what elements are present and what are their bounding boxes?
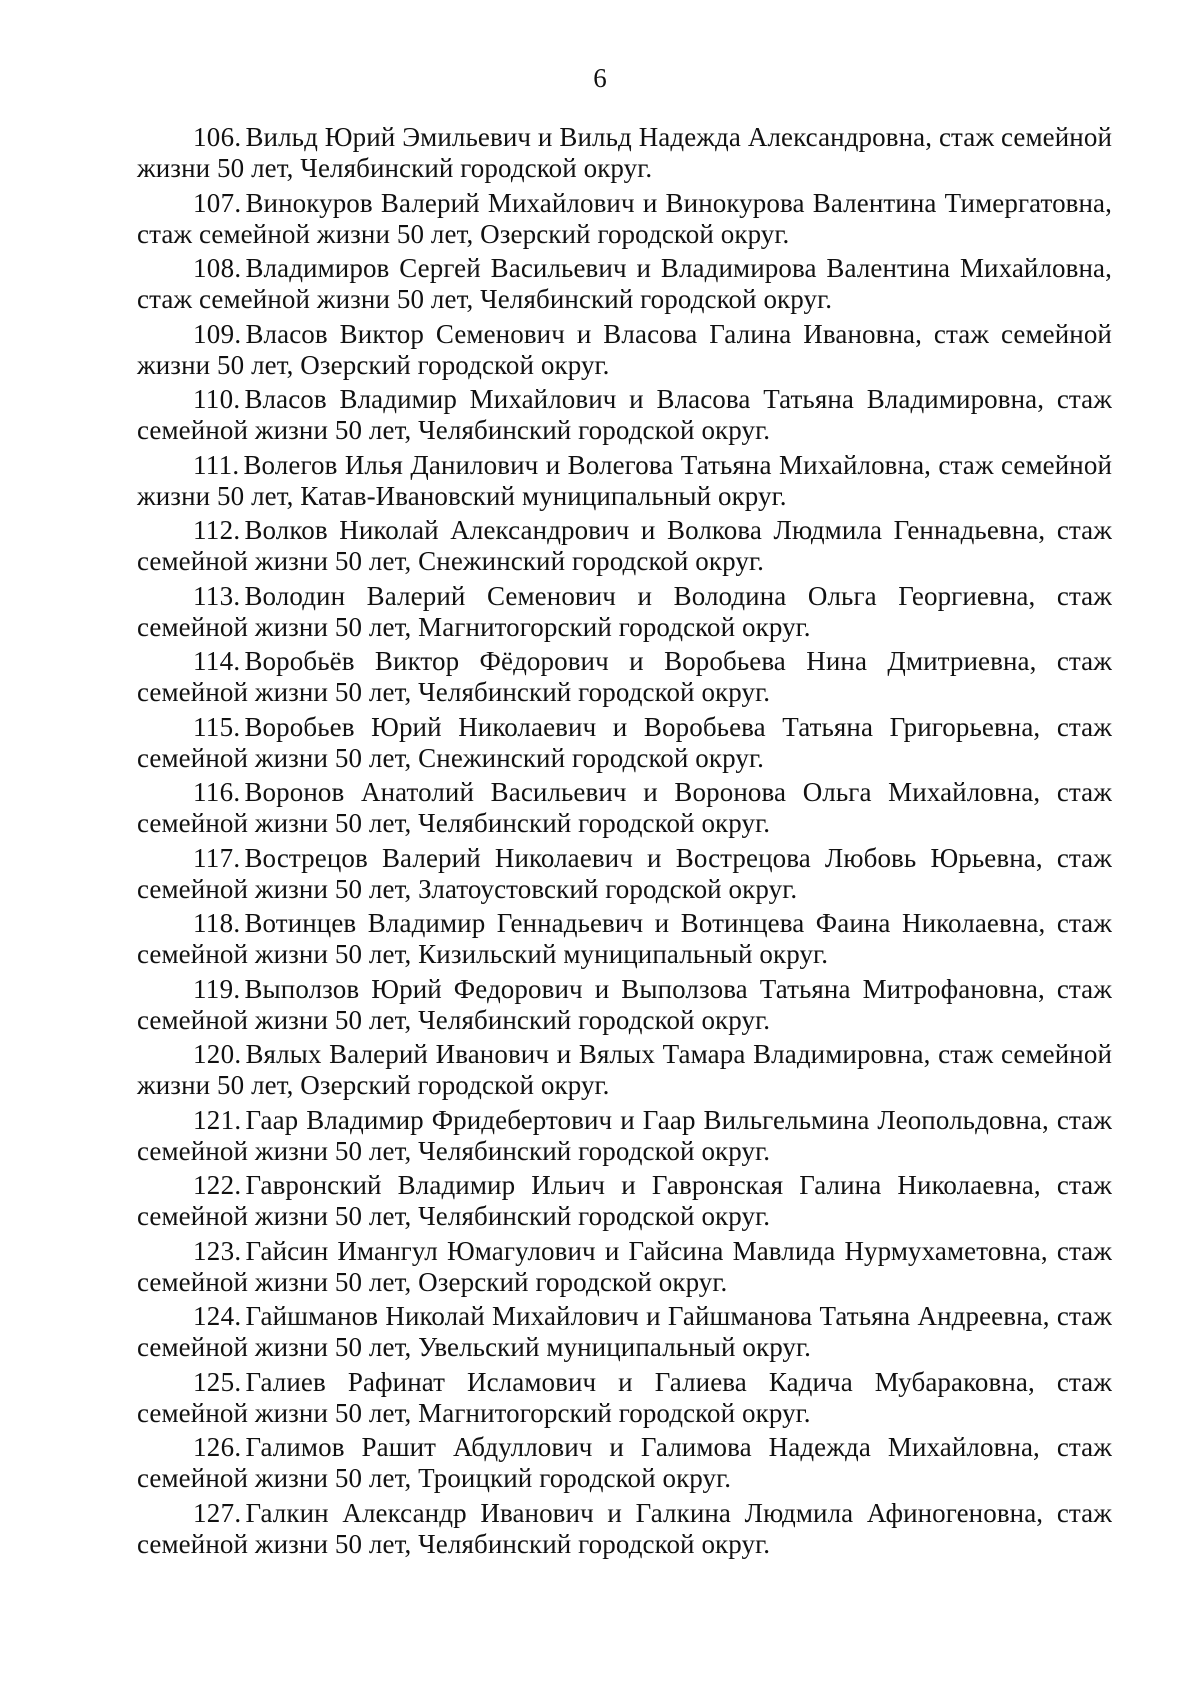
list-item	[137, 122, 1112, 184]
item-number: 114.	[193, 646, 241, 676]
item-text: Владимиров Сергей Васильевич и Владимирова Валентина Михайловна, стаж семейной жизни 50 лет, Челябинский городской округ.	[137, 253, 1112, 314]
item-number: 109.	[193, 318, 242, 349]
award-list	[137, 122, 1112, 1563]
list-item	[137, 1236, 1112, 1298]
list-item	[137, 450, 1112, 512]
item-text: Волков Николай Александрович и Волкова Людмила Геннадьевна, стаж семейной жизни 50 лет, Снежинский городской округ.	[137, 515, 1112, 576]
item-text: Вильд Юрий Эмильевич и Вильд Надежда Александровна, стаж семейной жизни 50 лет, Челябинский городской округ.	[137, 122, 1112, 183]
item-text: Галкин Александр Иванович и Галкина Людмила Афиногеновна, стаж семейной жизни 50 лет, Челябинский городской округ.	[137, 1497, 1112, 1559]
item-text: Гайшманов Николай Михайлович и Гайшманова Татьяна Андреевна, стаж семейной жизни 50 лет, Увельский муниципальный округ.	[137, 1301, 1112, 1362]
item-number: 112.	[193, 515, 241, 545]
item-text: Власов Виктор Семенович и Власова Галина Ивановна, стаж семейной жизни 50 лет, Озерский городской округ.	[137, 318, 1112, 380]
list-item	[137, 319, 1112, 381]
list-item	[137, 777, 1112, 839]
item-number: 110.	[193, 384, 241, 414]
item-text: Винокуров Валерий Михайлович и Винокурова Валентина Тимергатовна, стаж семейной жизни 50 лет, Озерский городской округ.	[137, 187, 1112, 249]
item-text: Выползов Юрий Федорович и Выползова Татьяна Митрофановна, стаж семейной жизни 50 лет, Челябинский городской округ.	[137, 973, 1112, 1035]
list-item	[137, 1039, 1112, 1101]
list-item	[137, 908, 1112, 970]
item-text: Галимов Рашит Абдуллович и Галимова Надежда Михайловна, стаж семейной жизни 50 лет, Троицкий городской округ.	[137, 1432, 1112, 1493]
list-item	[137, 974, 1112, 1036]
list-item	[137, 384, 1112, 446]
item-text: Вялых Валерий Иванович и Вялых Тамара Владимировна, стаж семейной жизни 50 лет, Озерский городской округ.	[137, 1039, 1112, 1100]
page-number: 6	[593, 63, 607, 93]
item-text: Гайсин Имангул Юмагулович и Гайсина Мавлида Нурмухаметовна, стаж семейной жизни 50 лет, Озерский городской округ.	[137, 1235, 1112, 1297]
list-item	[137, 1498, 1112, 1560]
item-text: Воробьев Юрий Николаевич и Воробьева Татьяна Григорьевна, стаж семейной жизни 50 лет, Снежинский городской округ.	[137, 711, 1112, 773]
item-number: 118.	[193, 908, 241, 938]
list-item	[137, 1367, 1112, 1429]
item-text: Воробьёв Виктор Фёдорович и Воробьева Нина Дмитриевна, стаж семейной жизни 50 лет, Челябинский городской округ.	[137, 646, 1112, 707]
item-number: 108.	[193, 253, 242, 283]
item-number: 107.	[193, 187, 242, 218]
item-number: 121.	[193, 1104, 242, 1135]
item-text: Воронов Анатолий Васильевич и Воронова Ольга Михайловна, стаж семейной жизни 50 лет, Челябинский городской округ.	[137, 777, 1112, 838]
item-number: 111.	[193, 449, 240, 480]
list-item	[137, 1432, 1112, 1494]
item-text: Гаар Владимир Фридебертович и Гаар Вильгельмина Леопольдовна, стаж семейной жизни 50 лет, Челябинский городской округ.	[137, 1104, 1112, 1166]
item-text: Галиев Рафинат Исламович и Галиева Кадича Мубараковна, стаж семейной жизни 50 лет, Магнитогорский городской округ.	[137, 1366, 1112, 1428]
item-number: 126.	[193, 1432, 242, 1462]
item-number: 106.	[193, 122, 242, 152]
list-item	[137, 581, 1112, 643]
list-item	[137, 515, 1112, 577]
item-number: 125.	[193, 1366, 242, 1397]
item-number: 113.	[193, 580, 241, 611]
list-item	[137, 646, 1112, 708]
item-number: 117.	[193, 842, 241, 873]
list-item	[137, 253, 1112, 315]
list-item	[137, 188, 1112, 250]
item-text: Гавронский Владимир Ильич и Гавронская Галина Николаевна, стаж семейной жизни 50 лет, Челябинский городской округ.	[137, 1170, 1112, 1231]
item-number: 122.	[193, 1170, 242, 1200]
item-text: Вострецов Валерий Николаевич и Вострецова Любовь Юрьевна, стаж семейной жизни 50 лет, Златоустовский городской округ.	[137, 842, 1112, 904]
item-text: Володин Валерий Семенович и Володина Ольга Георгиевна, стаж семейной жизни 50 лет, Магнитогорский городской округ.	[137, 580, 1112, 642]
item-number: 115.	[193, 711, 241, 742]
item-text: Волегов Илья Данилович и Волегова Татьяна Михайловна, стаж семейной жизни 50 лет, Катав-Ивановский муниципальный округ.	[137, 449, 1112, 511]
item-number: 120.	[193, 1039, 242, 1069]
item-number: 116.	[193, 777, 241, 807]
item-number: 127.	[193, 1497, 242, 1528]
list-item	[137, 1105, 1112, 1167]
list-item	[137, 712, 1112, 774]
item-text: Вотинцев Владимир Геннадьевич и Вотинцева Фаина Николаевна, стаж семейной жизни 50 лет, Кизильский муниципальный округ.	[137, 908, 1112, 969]
item-number: 124.	[193, 1301, 242, 1331]
list-item	[137, 1170, 1112, 1232]
list-item	[137, 1301, 1112, 1363]
item-text: Власов Владимир Михайлович и Власова Татьяна Владимировна, стаж семейной жизни 50 лет, Челябинский городской округ.	[137, 384, 1112, 445]
item-number: 123.	[193, 1235, 242, 1266]
item-number: 119.	[193, 973, 241, 1004]
list-item	[137, 843, 1112, 905]
